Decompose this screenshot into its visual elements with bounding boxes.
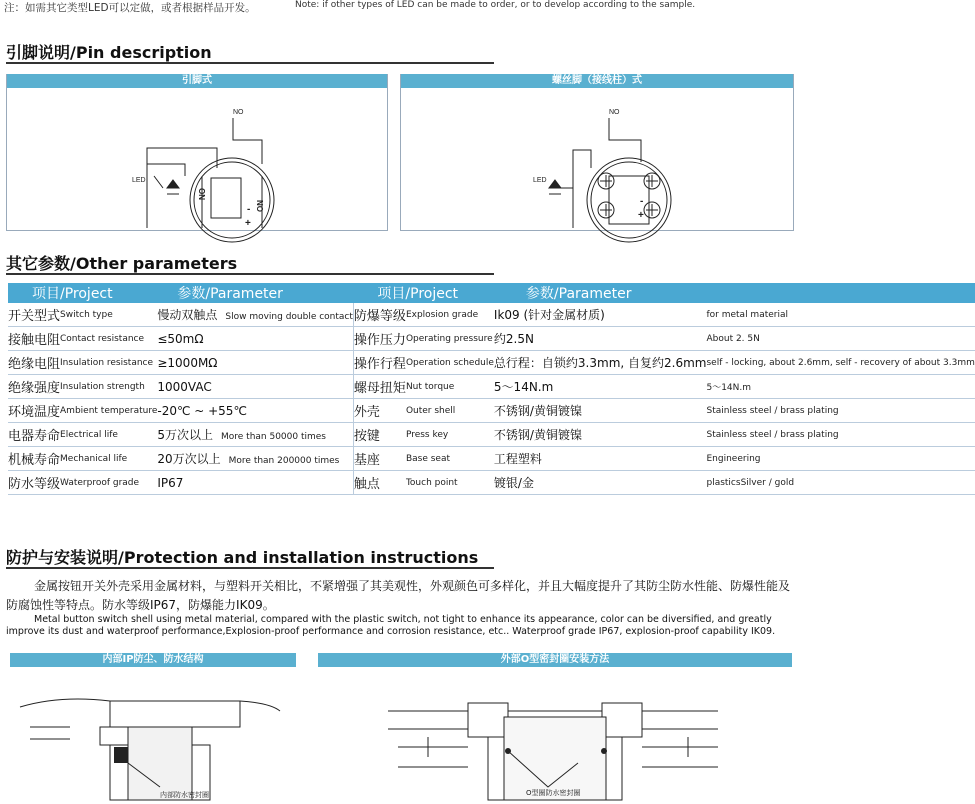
param-name-cn: [353, 399, 406, 423]
param-value-en: [706, 327, 974, 351]
protection-panel-right: [318, 653, 792, 800]
pin-right-led-label: LED: [533, 177, 547, 184]
param-value: [157, 375, 353, 399]
param-value: [157, 303, 353, 327]
param-value-en-text: for metal material: [706, 309, 788, 320]
params-section-underline: [6, 273, 494, 275]
param-name-en-text: Operation schedule: [405, 357, 494, 368]
param-name-cn-text: 防爆等级: [353, 309, 406, 324]
param-name-en: [406, 303, 494, 327]
param-value-en-text: 5～14N.m: [706, 383, 752, 393]
param-value-text: ≥1000MΩ: [157, 355, 218, 370]
param-value-en: Slow moving double contact: [225, 312, 353, 322]
param-name-en: [60, 375, 157, 399]
pin-panel-left: [6, 74, 388, 231]
param-value-en-text: Stainless steel / brass plating: [706, 429, 839, 440]
param-name-en: [406, 471, 494, 495]
param-name-en-text: Outer shell: [405, 405, 456, 416]
protection-paragraph-cn: 金属按钮开关外壳采用金属材料，与塑料开关相比，不紧增强了其美观性，外观颜色可多样化，并且大幅度提升了其防尘防水性能、防爆性能及防腐蚀性等特点。防水等级IP67，防爆能力IK09。: [6, 579, 791, 612]
param-name-cn-text: 环境温度: [8, 405, 61, 420]
param-value: [494, 399, 707, 423]
params-row: [8, 351, 975, 375]
params-row: [8, 471, 975, 495]
param-value-text: 不锈钢/黄铜镀镍: [493, 428, 582, 442]
param-name-cn-text: 防水等级: [8, 477, 61, 492]
params-row: [8, 399, 975, 423]
param-value-text: 不锈钢/黄铜镀镍: [493, 404, 582, 418]
param-name-cn: [8, 351, 60, 375]
param-value-en-text: plasticsSilver / gold: [706, 477, 795, 488]
params-header-row: [8, 283, 975, 303]
header-project-right: 项目/Project: [353, 283, 494, 303]
param-value-en: [706, 447, 974, 471]
param-name-en: [60, 423, 157, 447]
param-value-en: [706, 303, 974, 327]
param-value-en-text: self - locking, about 2.6mm, self - recovery of about 3.3mm: [706, 357, 975, 368]
param-name-cn: [8, 303, 60, 327]
note-cn: 注：如需其它类型LED可以定做，或者根据样品开发。: [4, 2, 256, 14]
svg-text:-: -: [247, 204, 251, 215]
param-name-cn: [353, 447, 406, 471]
param-name-en: [60, 399, 157, 423]
params-row: [8, 423, 975, 447]
param-name-en: [60, 447, 157, 471]
param-name-cn: [8, 423, 60, 447]
param-value-en: [706, 423, 974, 447]
pin-panel-right: [400, 74, 794, 231]
param-name-cn: [353, 375, 406, 399]
param-name-en-text: Explosion grade: [405, 309, 479, 320]
param-name-cn: [8, 471, 60, 495]
param-name-en-text: Contact resistance: [60, 333, 145, 344]
header-parameter-right: 参数/Parameter: [494, 283, 975, 303]
param-value-en: [706, 471, 974, 495]
params-section-title: 其它参数/Other parameters: [6, 254, 238, 273]
param-value: [494, 351, 707, 375]
param-value: [157, 351, 353, 375]
internal-seal-diagram: [10, 667, 296, 800]
param-name-cn-text: 机械寿命: [8, 453, 61, 468]
param-name-cn: [353, 303, 406, 327]
param-name-en-text: Insulation resistance: [60, 357, 154, 368]
param-name-en-text: Base seat: [405, 453, 450, 464]
param-value: [494, 423, 707, 447]
param-value: [494, 375, 707, 399]
protection-section-title: 防护与安装说明/Protection and installation instructions: [6, 548, 479, 567]
param-value: [157, 447, 353, 471]
params-row: [8, 303, 975, 327]
param-value-text: -20℃ ~ +55℃: [157, 403, 247, 418]
screw-type-diagram: [401, 88, 793, 230]
param-name-en: [406, 375, 494, 399]
pin-right-no-label: NO: [609, 109, 620, 116]
svg-text:+: +: [245, 218, 251, 229]
protection-panel-left-title: 内部IP防尘、防水结构: [10, 653, 296, 667]
params-row: [8, 327, 975, 351]
param-name-cn-text: 按键: [353, 429, 380, 444]
param-name-en-text: Nut torque: [405, 381, 455, 392]
param-value-text: 约2.5N: [493, 332, 534, 346]
external-oring-diagram: [318, 667, 792, 800]
svg-text:+: +: [638, 210, 644, 221]
param-value-text: 5～14N.m: [493, 380, 554, 394]
note-en: Note: if other types of LED can be made to order, or to develop according to the sample.: [295, 0, 696, 10]
params-row: [8, 447, 975, 471]
param-value-text: 镀银/金: [493, 476, 534, 490]
param-name-en-text: Mechanical life: [60, 453, 128, 464]
param-value-text: ≤50mΩ: [157, 331, 204, 346]
param-value-text: 20万次以上: [157, 452, 221, 466]
param-value-en-text: Stainless steel / brass plating: [706, 405, 839, 416]
param-value-text: 总行程：自锁约3.3mm, 自复约2.6mm: [493, 356, 707, 370]
param-name-cn: [8, 327, 60, 351]
param-name-cn-text: 触点: [353, 477, 380, 492]
protection-panel-right-title: 外部O型密封圈安装方法: [318, 653, 792, 667]
svg-text:NO: NO: [255, 200, 264, 212]
svg-text:-: -: [640, 196, 644, 207]
param-value-en-text: Engineering: [706, 453, 761, 464]
protection-paragraph-en: Metal button switch shell using metal material, compared with the plastic switch, not tight to enhance its appearance, color can be diversified, and greatly improve its dust and waterproof performance,Explosion-proof performance and corrosion resistance, etc.. Waterproof grade IP67, explosion-proof capability IK09.: [6, 614, 776, 637]
param-value: [494, 471, 707, 495]
protection-panel-left: [10, 653, 296, 800]
param-value: [157, 423, 353, 447]
param-value-text: Ik09 (针对金属材质): [493, 308, 605, 322]
param-name-en: [406, 423, 494, 447]
param-name-cn-text: 操作行程: [353, 357, 406, 372]
param-name-cn: [353, 423, 406, 447]
param-name-cn: [353, 471, 406, 495]
pin-section-underline: [6, 62, 494, 64]
param-name-en: [60, 303, 157, 327]
param-value-en: More than 200000 times: [228, 456, 340, 466]
param-value-text: 慢动双触点: [157, 308, 218, 322]
param-name-en-text: Switch type: [60, 309, 113, 320]
internal-seal-callout: 内部防水密封圈: [160, 791, 209, 799]
param-value-en: [706, 375, 974, 399]
param-name-cn-text: 操作压力: [353, 333, 406, 348]
param-name-cn-text: 绝缘强度: [8, 381, 61, 396]
param-name-en: [60, 351, 157, 375]
param-name-en: [406, 351, 494, 375]
header-parameter-left: 参数/Parameter: [157, 283, 353, 303]
param-name-en: [406, 447, 494, 471]
pin-panel-left-title: 引脚式: [7, 74, 387, 88]
param-name-cn-text: 螺母扭矩: [353, 381, 406, 396]
param-value-text: IP67: [157, 475, 184, 490]
param-name-en-text: Operating pressure: [405, 333, 493, 344]
pin-left-led-label: LED: [132, 177, 146, 184]
param-name-cn-text: 外壳: [353, 405, 380, 420]
param-value: [157, 327, 353, 351]
param-value-en: [706, 399, 974, 423]
param-value-en: More than 50000 times: [221, 432, 326, 442]
param-value-text: 工程塑料: [493, 452, 542, 466]
param-value-en: [706, 351, 974, 375]
param-name-cn-text: 开关型式: [8, 309, 61, 324]
param-value-text: 5万次以上: [157, 428, 213, 442]
param-name-en: [406, 327, 494, 351]
param-name-cn-text: 基座: [353, 453, 380, 468]
params-row: [8, 375, 975, 399]
pin-type-diagram: [7, 88, 387, 230]
pin-left-no-label: NO: [233, 109, 244, 116]
param-name-en-text: Insulation strength: [60, 381, 145, 392]
param-value-en-text: About 2. 5N: [706, 333, 760, 344]
param-name-en: [60, 327, 157, 351]
param-value: [157, 399, 353, 423]
param-value-text: 1000VAC: [157, 379, 212, 394]
param-name-cn-text: 绝缘电阻: [8, 357, 61, 372]
param-name-en-text: Electrical life: [60, 429, 118, 440]
param-name-en-text: Press key: [405, 429, 449, 440]
oring-seal-callout: O型圈防水密封圈: [526, 789, 581, 797]
param-name-cn-text: 接触电阻: [8, 333, 61, 348]
param-name-en-text: Ambient temperature: [60, 405, 158, 416]
param-name-cn-text: 电器寿命: [8, 429, 61, 444]
parameters-table: [8, 283, 975, 495]
param-value: [494, 303, 707, 327]
param-name-cn: [353, 351, 406, 375]
param-name-en-text: Touch point: [405, 477, 458, 488]
param-value: [157, 471, 353, 495]
param-name-cn: [8, 399, 60, 423]
protection-section-underline: [6, 567, 494, 569]
param-value: [494, 327, 707, 351]
param-value: [494, 447, 707, 471]
pin-section-title: 引脚说明/Pin description: [6, 43, 212, 62]
header-project-left: 项目/Project: [8, 283, 157, 303]
param-name-cn: [8, 375, 60, 399]
param-name-en: [406, 399, 494, 423]
pin-panel-right-title: 螺丝脚（接线柱）式: [401, 74, 793, 88]
param-name-en-text: Waterproof grade: [60, 477, 140, 488]
param-name-en: [60, 471, 157, 495]
param-name-cn: [353, 327, 406, 351]
svg-text:NO: NO: [198, 188, 207, 200]
param-name-cn: [8, 447, 60, 471]
